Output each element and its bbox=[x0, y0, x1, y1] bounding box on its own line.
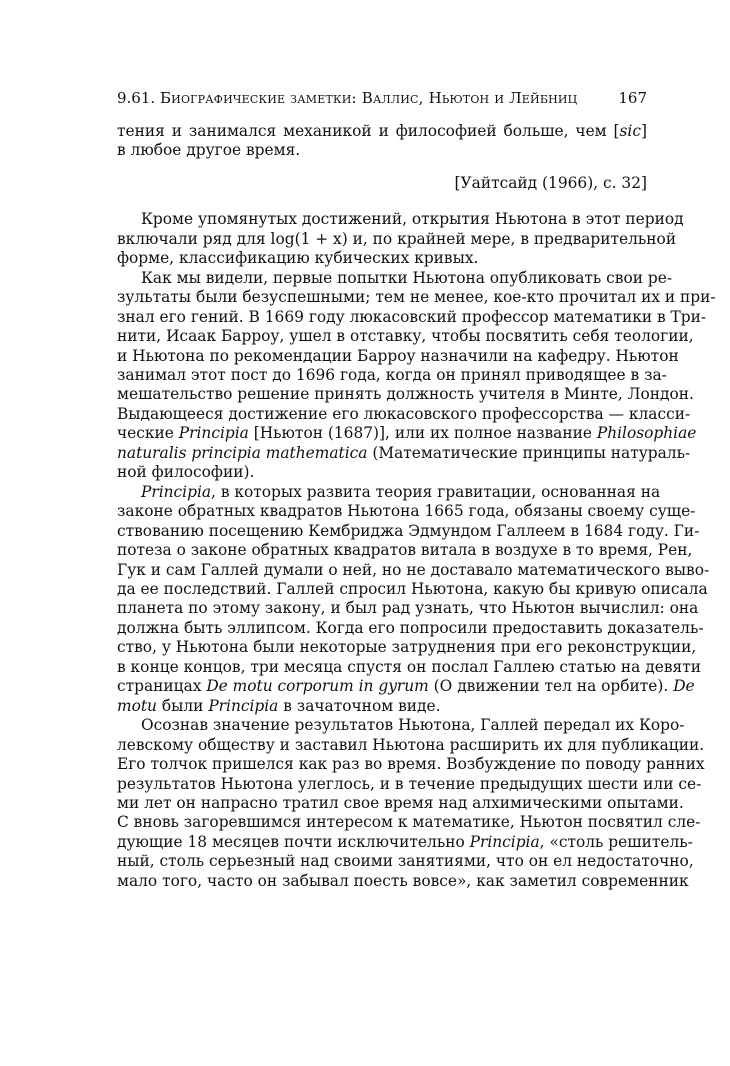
text-line: motu были Principia в зачаточном виде. bbox=[117, 696, 441, 715]
text-line: законе обратных квадратов Ньютона 1665 года, обязаны своему суще- bbox=[117, 502, 696, 521]
text-line: naturalis principia mathematica (Математические принципы натураль- bbox=[117, 443, 691, 462]
text-line: дующие 18 месяцев почти исключительно Principia, «столь решитель- bbox=[117, 832, 693, 851]
text-line: должна быть эллипсом. Когда его попросили предоставить доказатель- bbox=[117, 618, 704, 637]
text-line: Выдающееся достижение его люкасовского профессорства — класси- bbox=[117, 404, 691, 423]
text-line: знал его гений. В 1669 году люкасовский профессор математики в Три- bbox=[117, 307, 707, 326]
paragraph bbox=[117, 482, 710, 716]
text-line: мало того, часто он забывал поесть вовсе», как заметил современник bbox=[117, 871, 689, 890]
text-line: ствованию посещению Кембриджа Эдмундом Галлеем в 1684 году. Ги- bbox=[117, 521, 700, 540]
running-title bbox=[117, 88, 577, 108]
text-line: ство, у Ньютона были некоторые затруднения при его реконструкции, bbox=[117, 638, 697, 657]
text-line: зультаты были безуспешными; тем не менее, кое-кто прочитал их и при- bbox=[117, 288, 716, 307]
text-line: нити, Исаак Барроу, ушел в отставку, чтобы посвятить себя теологии, bbox=[117, 327, 694, 346]
paragraph bbox=[117, 210, 684, 268]
book-page bbox=[117, 88, 716, 891]
text-line: Как мы видели, первые попытки Ньютона опубликовать свои ре- bbox=[141, 268, 673, 287]
text-line: ный, столь серьезный над своими занятиями, что он ел недостаточно, bbox=[117, 852, 694, 871]
text-line: Его толчок пришелся как раз во время. Возбуждение по поводу ранних bbox=[117, 755, 705, 774]
text-line: форме, классификацию кубических кривых. bbox=[117, 249, 479, 268]
page-number: 167 bbox=[618, 89, 647, 107]
text-line: ми лет он напрасно тратил свое время над алхимическими опытами. bbox=[117, 793, 684, 812]
text-line: и Ньютона по рекомендации Барроу назначили на кафедру. Ньютон bbox=[117, 346, 679, 365]
text-line: Гук и сам Галлей думали о ней, но не доставало математического выво- bbox=[117, 560, 710, 579]
paragraph bbox=[117, 268, 716, 483]
section-title: Биографические заметки: Валлис, Ньютон и Лейбниц bbox=[159, 89, 578, 107]
paragraph bbox=[117, 716, 705, 891]
epigraph-line: в любое другое время. bbox=[117, 141, 301, 160]
text-line: Осознав значение результатов Ньютона, Галлей передал их Коро- bbox=[141, 716, 685, 735]
text-line: потеза о законе обратных квадратов витала в воздухе в то время, Рен, bbox=[117, 541, 693, 560]
section-number: 9.61. bbox=[117, 89, 156, 107]
text-line: планета по этому закону, и был рад узнать, что Ньютон вычислил: она bbox=[117, 599, 699, 618]
text-line: результатов Ньютона улеглось, и в течение предыдущих шести или се- bbox=[117, 774, 702, 793]
epigraph bbox=[117, 122, 647, 161]
epigraph-citation: [Уайтсайд (1966), с. 32] bbox=[454, 173, 647, 192]
text-line: С вновь загоревшимся интересом к математике, Ньютон посвятил сле- bbox=[117, 813, 701, 832]
text-line: мешательство решение принять должность учителя в Минте, Лондон. bbox=[117, 385, 694, 404]
text-line: ческие Principia [Ньютон (1687)], или их полное название Philosophiae bbox=[117, 424, 697, 443]
text-line: Кроме упомянутых достижений, открытия Ньютона в этот период bbox=[141, 210, 684, 229]
text-line: в конце концов, три месяца спустя он послал Галлею статью на девяти bbox=[117, 657, 701, 676]
running-header bbox=[117, 88, 647, 108]
text-line: страницах De motu corporum in gyrum (О движении тел на орбите). De bbox=[117, 677, 695, 696]
body-text bbox=[117, 210, 716, 891]
text-line: включали ряд для log(1 + x) и, по крайней мере, в предварительной bbox=[117, 229, 677, 248]
text-line: да ее последствий. Галлей спросил Ньютона, какую бы кривую описала bbox=[117, 579, 708, 598]
text-line: левскому обществу и заставил Ньютона расширить их для публикации. bbox=[117, 735, 705, 754]
text-line: ной философии). bbox=[117, 463, 255, 482]
text-line: Principia, в которых развита теория гравитации, основанная на bbox=[141, 482, 661, 501]
text-line: занимал этот пост до 1696 года, когда он принял приводящее в за- bbox=[117, 365, 667, 384]
epigraph-line: тения и занимался механикой и философией больше, чем [sic] bbox=[117, 122, 647, 140]
